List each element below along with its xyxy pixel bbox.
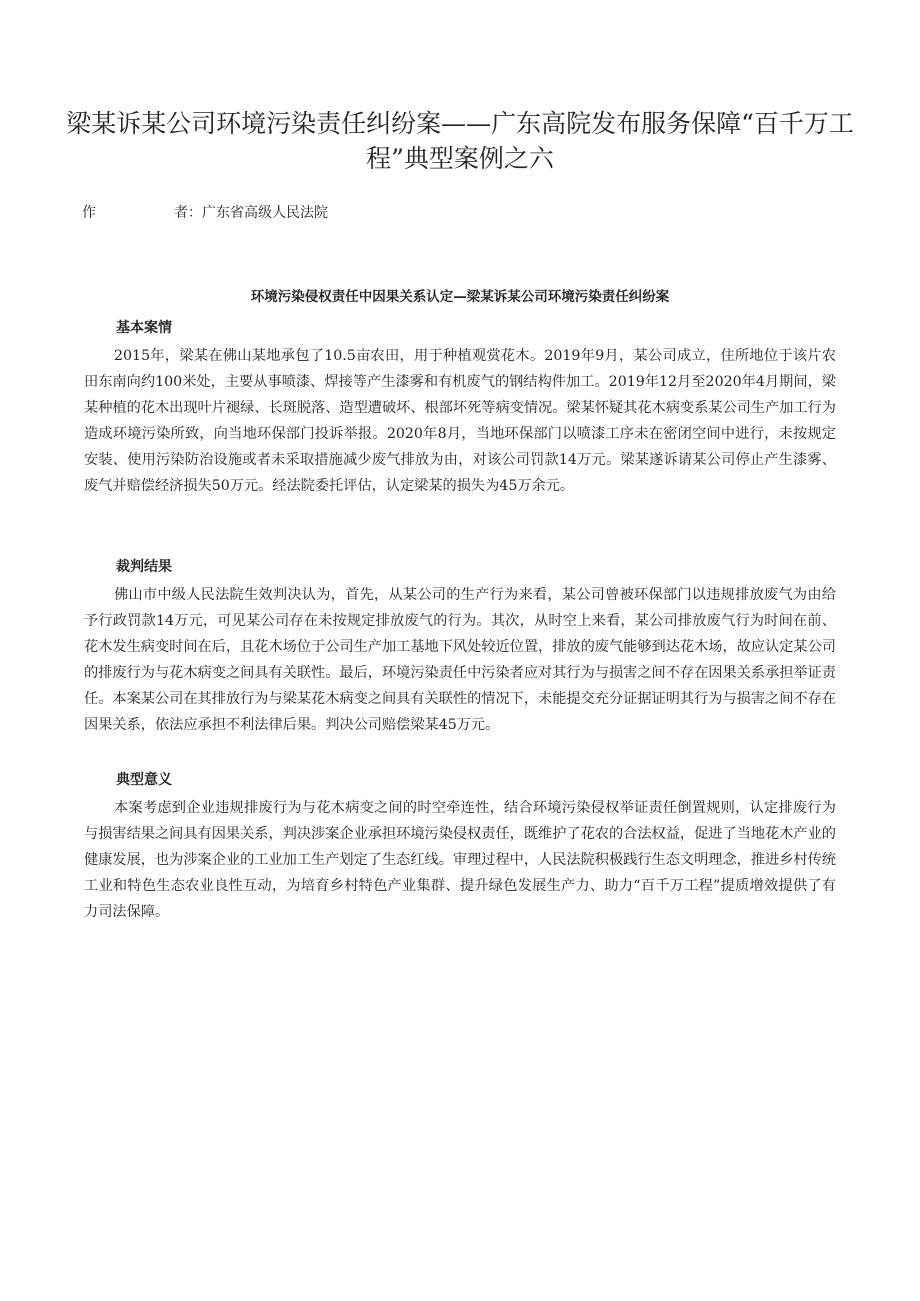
document-title: 梁某诉某公司环境污染责任纠纷案——广东高院发布服务保障“百千万工程”典型案例之六: [66, 109, 854, 173]
section-text-significance: 本案考虑到企业违规排废行为与花木病变之间的时空牵连性，结合环境污染侵权举证责任倒置规则，认定排废行为与损害结果之间具有因果关系，判决涉案企业承担环境污染侵权责任，既维护了花农的合法权益，促进了当地花木产业的健康发展，也为涉案企业的工业加工生产划定了生态红线。审理过程中，人民法院积极践行生态文明理念，推进乡村传统工业和特色生态农业良性互动，为培育乡村特色产业集群、提升绿色发展生产力、助力“百千万工程”提质增效提供了有力司法保障。: [84, 800, 836, 920]
section-text-basic-facts: 2015年，梁某在佛山某地承包了10.5亩农田，用于种植观赏花木。2019年9月，某公司成立，住所地位于该片农田东南向约100米处，主要从事喷漆、焊接等产生漆雾和有机废气的钢结构件加工。2019年12月至2020年4月期间，梁某种植的花木出现叶片褪绿、长斑脱落、造型遭破坏、根部坏死等病变情况。梁某怀疑其花木病变系某公司生产加工行为造成环境污染所致，向当地环保部门投诉举报。2020年8月，当地环保部门以喷漆工序未在密闭空间中进行，未按规定安装、使用污染防治设施或者未采取措施减少废气排放为由，对该公司罚款14万元。梁某遂诉请某公司停止产生漆雾、废气并赔偿经济损失50万元。经法院委托评估，认定梁某的损失为45万余元。: [84, 348, 836, 494]
case-heading: 环境污染侵权责任中因果关系认定—梁某诉某公司环境污染责任纠纷案: [250, 289, 670, 305]
author-line: [82, 203, 328, 223]
section-text-judgment: 佛山市中级人民法院生效判决认为，首先，从某公司的生产行为来看，某公司曾被环保部门以违规排放废气为由给予行政罚款14万元，可见某公司存在未按规定排放废气的行为。其次，从时空上来看，某公司排放废气行为时间在前、花木发生病变时间在后，且花木场位于公司生产加工基地下风处较近位置，排放的废气能够到达花木场，故应认定某公司的排废行为与花木病变之间具有关联性。最后，环境污染责任中污染者应对其行为与损害之间不存在因果关系承担举证责任。本案某公司在其排放行为与梁某花木病变之间具有关联性的情况下，未能提交充分证据证明其行为与损害之间不存在因果关系，依法应承担不利法律后果。判决公司赔偿梁某45万元。: [84, 587, 836, 733]
section-heading-judgment: 裁判结果: [116, 559, 172, 575]
section-heading-significance: 典型意义: [116, 772, 172, 788]
author-value: 广东省高级人民法院: [202, 205, 328, 221]
author-label-part2: 者：: [174, 205, 202, 221]
section-heading-basic-facts: 基本案情: [116, 320, 172, 336]
author-label-part1: 作: [82, 205, 96, 221]
